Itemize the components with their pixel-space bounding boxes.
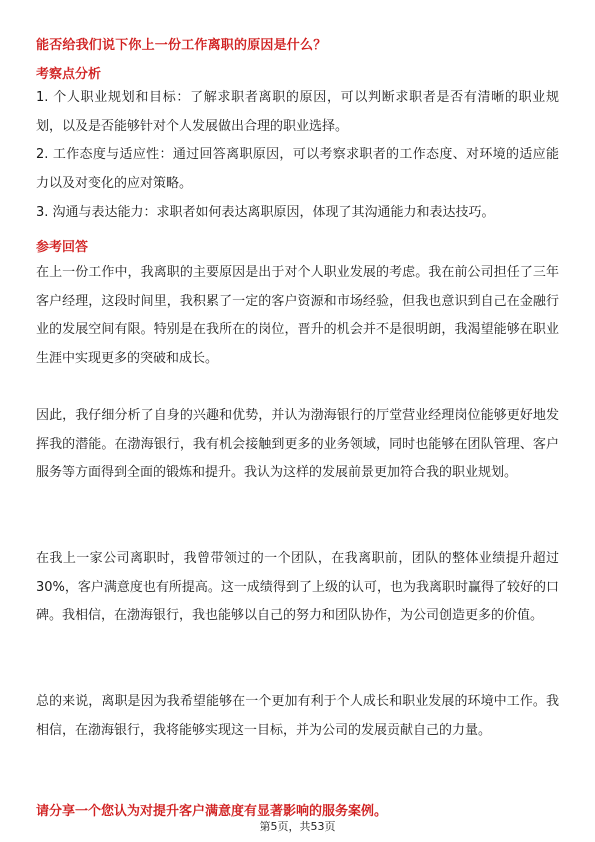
page-number-footer: 第5页，共53页 [259,820,336,833]
analysis-list [36,84,559,228]
answer-paragraph [36,545,559,631]
question-heading: 能否给我们说下你上一份工作离职的原因是什么？ [36,38,327,53]
answer-paragraph-text: 总的来说，离职是因为我希望能够在一个更加有利于个人成长和职业发展的环境中工作。我相信，在渤海银行，我将能够实现这一目标，并为公司的发展贡献自己的力量。 [36,694,559,738]
answer-paragraph [36,688,559,745]
analysis-item: 1. 个人职业规划和目标：了解求职者离职的原因，可以判断求职者是否有清晰的职业规划，以及是否能够针对个人发展做出合理的职业选择。 [36,90,559,134]
answer-paragraph-text: 因此，我仔细分析了自身的兴趣和优势，并认为渤海银行的厅堂营业经理岗位能够更好地发挥我的潜能。在渤海银行，我有机会接触到更多的业务领域，同时也能够在团队管理、客户服务等方面得到全面的锻炼和提升。我认为这样的发展前景更加符合我的职业规划。 [36,408,559,481]
analysis-item: 3. 沟通与表达能力：求职者如何表达离职原因，体现了其沟通能力和表达技巧。 [36,204,495,220]
answer-section-title: 参考回答 [36,240,89,255]
analysis-item: 2. 工作态度与适应性：通过回答离职原因，可以考察求职者的工作态度、对环境的适应能力以及对变化的应对策略。 [36,147,559,192]
answer-paragraph [36,259,559,374]
answer-paragraph-text: 在我上一家公司离职时，我曾带领过的一个团队，在我离职前，团队的整体业绩提升超过30%，客户满意度也有所提高。这一成绩得到了上级的认可，也为我离职时赢得了较好的口碑。我相信，在渤海银行，我也能够以自己的努力和团队协作，为公司创造更多的价值。 [36,551,559,624]
answer-paragraph [36,402,559,488]
next-question-heading: 请分享一个您认为对提升客户满意度有显著影响的服务案例。 [36,804,388,819]
analysis-section-title: 考察点分析 [36,67,102,82]
answer-paragraph-text: 在上一份工作中，我离职的主要原因是出于对个人职业发展的考虑。我在前公司担任了三年客户经理，这段时间里，我积累了一定的客户资源和市场经验，但我也意识到自己在金融行业的发展空间有限。特别是在我所在的岗位，晋升的机会并不是很明朗，我渴望能够在职业生涯中实现更多的突破和成长。 [36,265,559,367]
